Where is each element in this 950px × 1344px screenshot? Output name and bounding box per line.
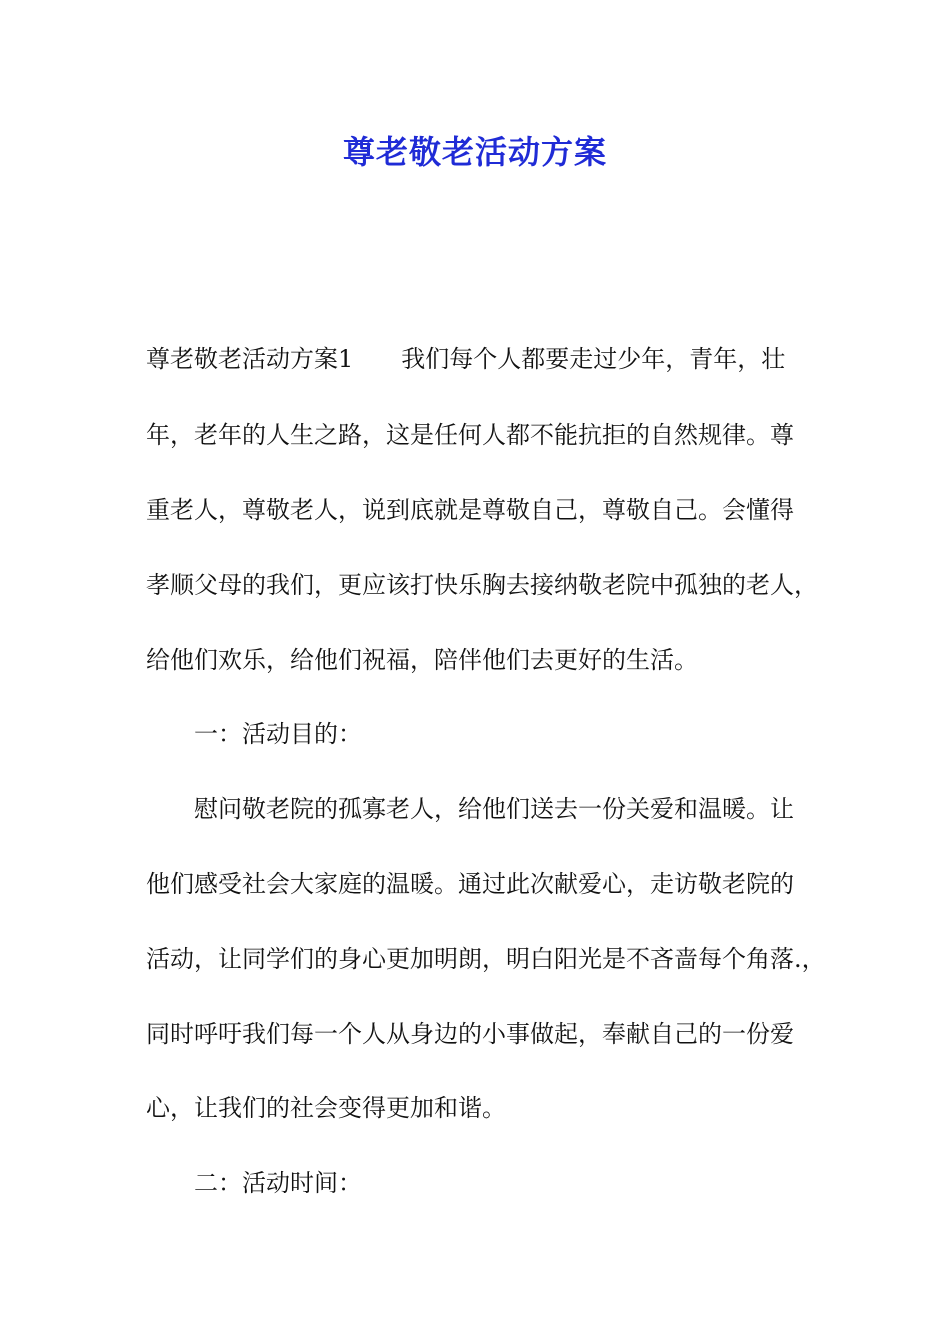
paragraph-line: 给他们欢乐，给他们祝福，陪伴他们去更好的生活。	[146, 646, 698, 674]
paragraph-line: 活动，让同学们的身心更加明朗，明白阳光是不吝啬每个角落.，	[146, 945, 826, 973]
paragraph-line: 他们感受社会大家庭的温暖。通过此次献爱心，走访敬老院的	[146, 870, 794, 898]
paragraph-line: 重老人，尊敬老人，说到底就是尊敬自己，尊敬自己。会懂得	[146, 496, 794, 524]
paragraph-line: 同时呼吁我们每一个人从身边的小事做起，奉献自己的一份爱	[146, 1020, 794, 1048]
section-heading: 二：活动时间：	[194, 1169, 362, 1197]
paragraph-line: 慰问敬老院的孤寡老人，给他们送去一份关爱和温暖。让	[194, 795, 794, 823]
paragraph-line: 心，让我们的社会变得更加和谐。	[146, 1094, 506, 1122]
paragraph-text: 我们每个人都要走过少年，青年，壮	[401, 345, 786, 373]
paragraph-line	[146, 341, 826, 377]
paragraph-line: 孝顺父母的我们，更应该打快乐胸去接纳敬老院中孤独的老人，	[146, 571, 818, 599]
paragraph-line: 年，老年的人生之路，这是任何人都不能抗拒的自然规律。尊	[146, 421, 794, 449]
document-title: 尊老敬老活动方案	[342, 133, 607, 171]
section-heading: 一：活动目的：	[194, 720, 362, 748]
section-heading: 尊老敬老活动方案1	[146, 345, 354, 373]
